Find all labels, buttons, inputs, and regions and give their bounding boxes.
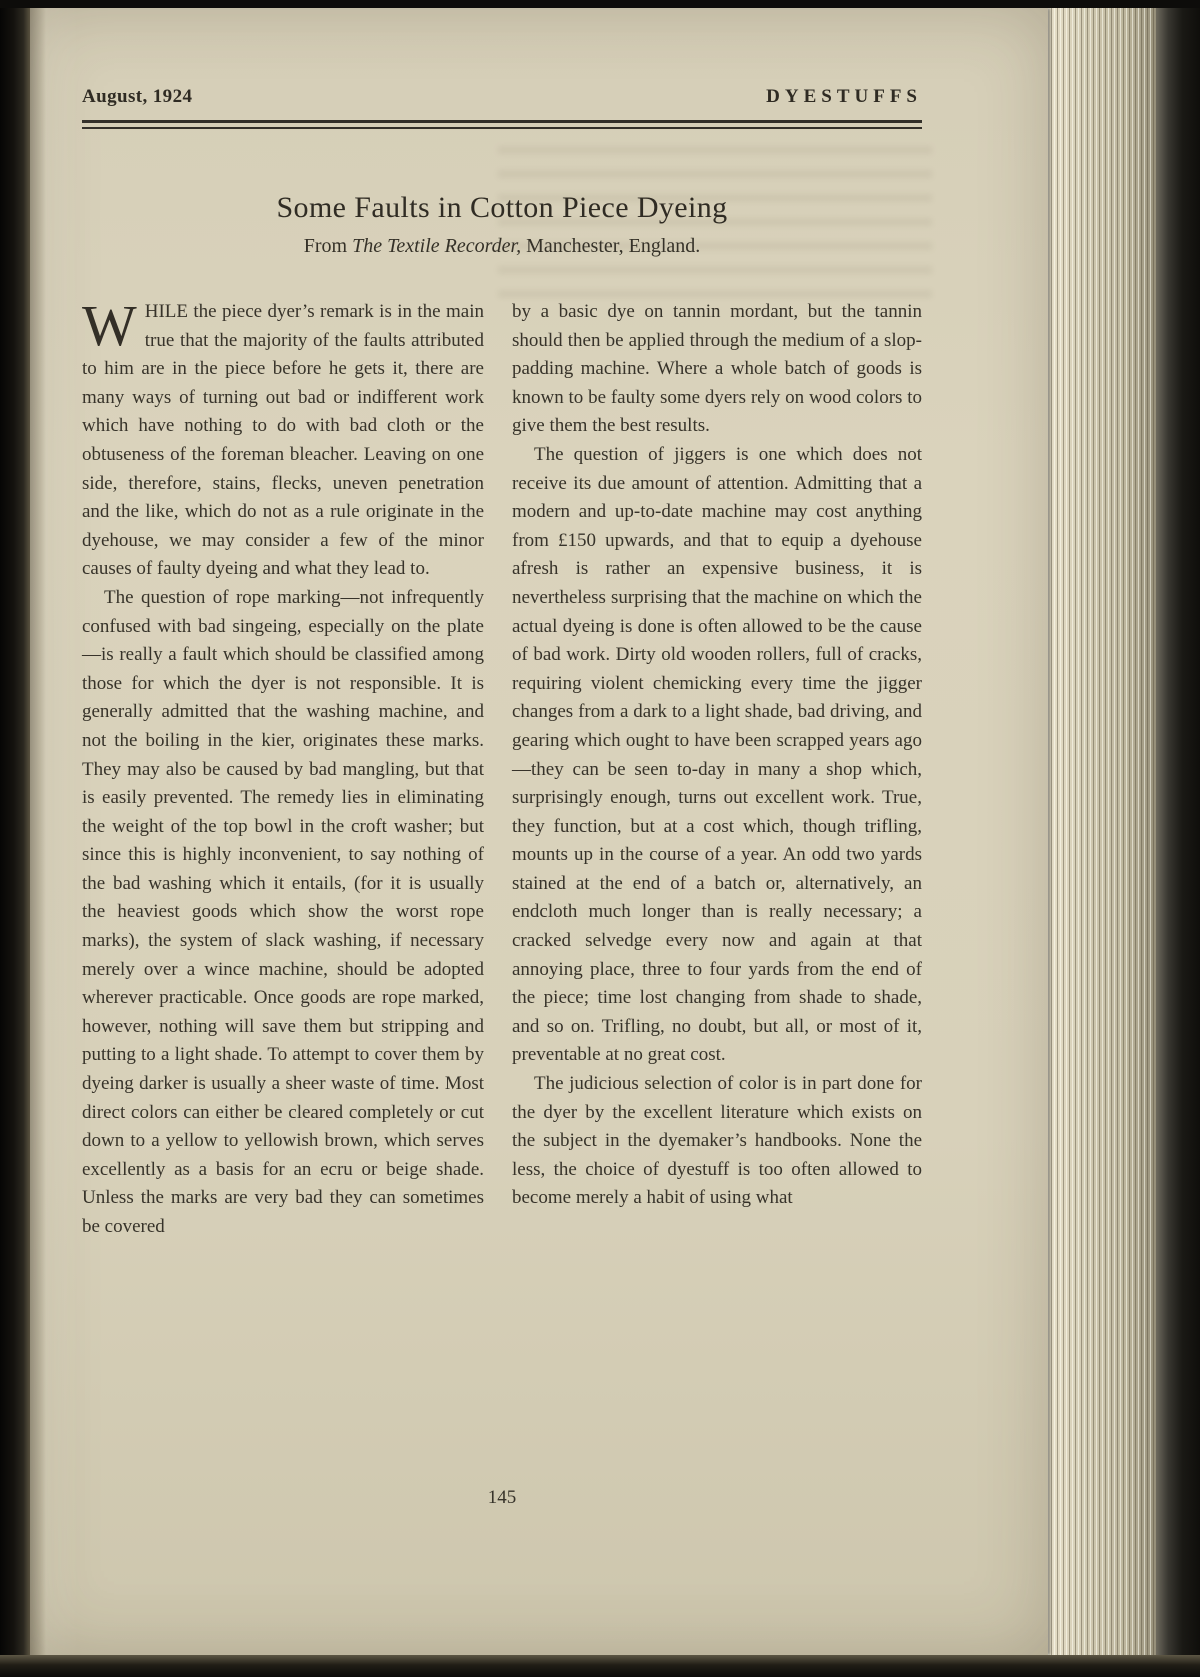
page-content [30,8,1048,1242]
drop-cap: W [82,293,137,358]
book-cover-right [1156,0,1200,1677]
lead-paragraph [82,293,484,584]
column-right [512,298,922,1242]
header-publication: DYESTUFFS [766,86,922,107]
text-columns [82,293,922,1242]
book-cover-bottom [0,1655,1200,1677]
paragraph: by a basic dye on tannin mordant, but the tannin should then be applied through the medium of a slop-padding machine. Where a whole batch of goods is known to be faulty some dyers rely on wood colors to give them the best results. [512,301,922,437]
article-byline [82,235,922,258]
byline-suffix: Manchester, England. [521,235,701,257]
byline-source: The Textile Recorder, [352,235,522,257]
running-header [82,86,922,108]
page-number: 145 [487,1487,517,1508]
book-cover-top [0,0,1200,8]
paragraph: The judicious selection of color is in part done for the dyer by the excellent literature which exists on the subject in the dyemaker’s handbooks. None the less, the choice of dyestuff is too often allowed to become merely a habit of using what [512,1073,922,1209]
header-date: August, 1924 [82,86,193,107]
book-spine-left [0,0,30,1677]
column-left [82,293,484,1242]
article-title: Some Faults in Cotton Piece Dyeing [276,191,728,224]
paragraph: The question of jiggers is one which does not receive its due amount of attention. Admitting that a modern and up-to-date machine may cost anything from £150 upwards, and that to equip a dyehouse afresh is rather an expensive business, it is nevertheless surprising that the machine on which the actual dyeing is done is often allowed to be the cause of bad work. Dirty old wooden rollers, full of cracks, requiring violent chemicking every time the jigger changes from a dark to a light shade, bad driving, and gearing which ought to have been scrapped years ago—they can be seen to-day in many a shop which, surprisingly enough, turns out excellent work. True, they function, but at a cost which, though trifling, mounts up in the course of a year. An odd two yards stained at the end of a batch or, alternatively, an endcloth much longer than is really necessary; a cracked selvedge every now and again at that annoying place, three to four yards from the end of the piece; time lost changing from shade to shade, and so on. Trifling, no doubt, but all, or most of it, preventable at no great cost. [512,443,922,1066]
book-right-edge [1048,6,1200,1663]
lead-text: the piece dyer’s remark is in the main true that the majority of the faults attributed to him are in the piece before he gets it, there are many ways of turning out bad or indifferent work which have nothing to do with bad cloth or the obtuseness of the foreman bleacher. Leaving on one side, therefore, stains, flecks, uneven penetration and the like, which do not as a rule originate in the dyehouse, we may consider a few of the minor causes of faulty dyeing and what they lead to. [82,301,484,580]
header-double-rule [82,120,922,129]
scanned-page [30,8,1048,1655]
byline-prefix: From [303,235,353,257]
paragraph: The question of rope marking—not infrequently confused with bad singeing, especially on the plate—is really a fault which should be classified among those for which the dyer is not responsible. It is generally admitted that the washing machine, and not the boiling in the kier, originates these marks. They may also be caused by bad mangling, but that is easily prevented. The remedy lies in eliminating the weight of the top bowl in the croft washer; but since this is highly inconvenient, to say nothing of the bad washing which it entails, (for it is usually the heaviest goods which show the worst rope marks), the system of slack washing, if necessary merely over a wince machine, should be adopted wherever practicable. Once goods are rope marked, however, nothing will save them but stripping and putting to a light shade. To attempt to cover them by dyeing darker is usually a sheer waste of time. Most direct colors can either be cleared completely or cut down to a yellow to yellowish brown, which serves excellently as a basis for an ecru or beige shade. Unless the marks are very bad they can sometimes be covered [82,586,484,1237]
lead-caps: HILE [144,301,189,322]
page-edge-stack [1048,8,1156,1661]
